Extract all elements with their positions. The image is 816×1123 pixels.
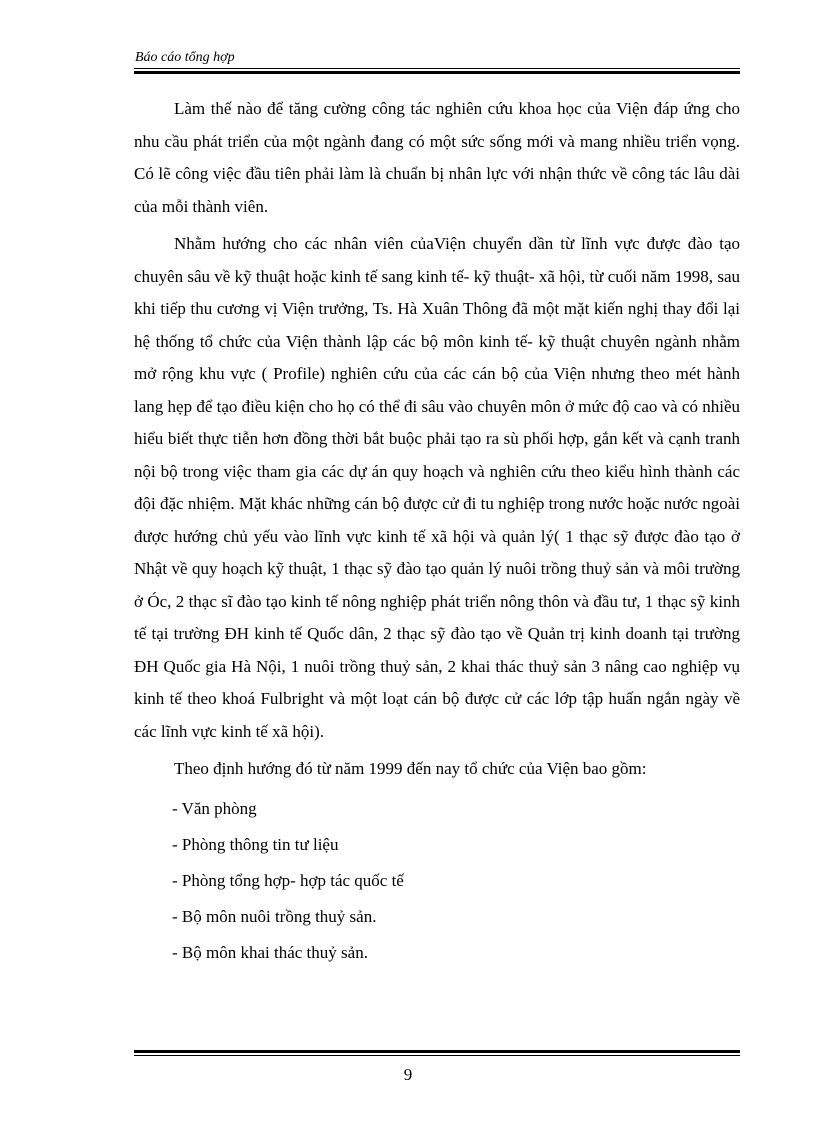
- list-item: - Bộ môn nuôi trồng thuỷ sản.: [172, 906, 377, 926]
- paragraph-organization-change: Nhằm hướng cho các nhân viên củaViện chuyển dần từ lĩnh vực được đào tạo chuyên sâu về kỹ thuật hoặc kinh tế sang kinh tế- kỹ thuật- xã hội, từ cuối năm 1998, sau khi tiếp thu cương vị Viện trưởng, Ts. Hà Xuân Thông đã một mặt kiến nghị thay đổi lại hệ thống tổ chức của Viện thành lập các bộ môn kinh tế- kỹ thuật chuyên ngành nhằm mở rộng khu vực ( Profile) nghiên cứu của các cán bộ của Viện nhưng theo mét hành lang hẹp để tạo điều kiện cho họ có thể đi sâu vào chuyên môn ở mức độ cao và có nhiều hiểu biết thực tiễn hơn đồng thời bắt buộc phải tạo ra sù phối hợp, gắn kết và cạnh tranh nội bộ trong việc tham gia các dự án quy hoạch và nghiên cứu theo kiểu hình thành các đội đặc nhiệm. Mặt khác những cán bộ được cử đi tu nghiệp trong nước hoặc nước ngoài được hướng chủ yếu vào lĩnh vực kinh tế xã hội và quản lý( 1 thạc sỹ được đào tạo ở Nhật về quy hoạch kỹ thuật, 1 thạc sỹ đào tạo quản lý nuôi trồng thuỷ sản và môi trường ở Óc, 2 thạc sĩ đào tạo kinh tế nông nghiệp phát triển nông thôn và đầu tư, 1 thạc sỹ kinh tế tại trường ĐH kinh tế Quốc dân, 2 thạc sỹ đào tạo về Quản trị kinh doanh tại trường ĐH Quốc gia Hà Nội, 1 nuôi trồng thuỷ sản, 2 khai thác thuỷ sản 3 nâng cao nghiệp vụ kinh tế theo khoá Fulbright và một loạt cán bộ được cử các lớp tập huấn ngắn ngày về các lĩnh vực kinh tế xã hội).: [134, 234, 740, 741]
- paragraph-intro: Làm thế nào để tăng cường công tác nghiên cứu khoa học của Viện đáp ứng cho nhu cầu phát triển của một ngành đang có một sức sống mới và mang nhiều triển vọng. Có lẽ công việc đầu tiên phải làm là chuẩn bị nhân lực với nhận thức về công tác lâu dài của mỗi thành viên.: [134, 99, 740, 216]
- list-item: - Bộ môn khai thác thuỷ sản.: [172, 942, 368, 962]
- list-item: - Văn phòng: [172, 798, 257, 818]
- header-rule-thick: [134, 71, 740, 74]
- page-number: 9: [403, 1065, 413, 1084]
- document-body: [134, 93, 740, 971]
- list-item: - Phòng thông tin tư liệu: [172, 834, 339, 854]
- footer-rule-thin: [134, 1055, 740, 1056]
- paragraph-list-intro: Theo định hướng đó từ năm 1999 đến nay tổ chức của Viện bao gồm:: [174, 759, 647, 778]
- running-header: Báo cáo tổng hợp: [135, 50, 235, 65]
- header-rule-thin: [134, 68, 740, 69]
- list-item: - Phòng tổng hợp- hợp tác quốc tế: [172, 870, 404, 890]
- footer-rule-thick: [134, 1050, 740, 1053]
